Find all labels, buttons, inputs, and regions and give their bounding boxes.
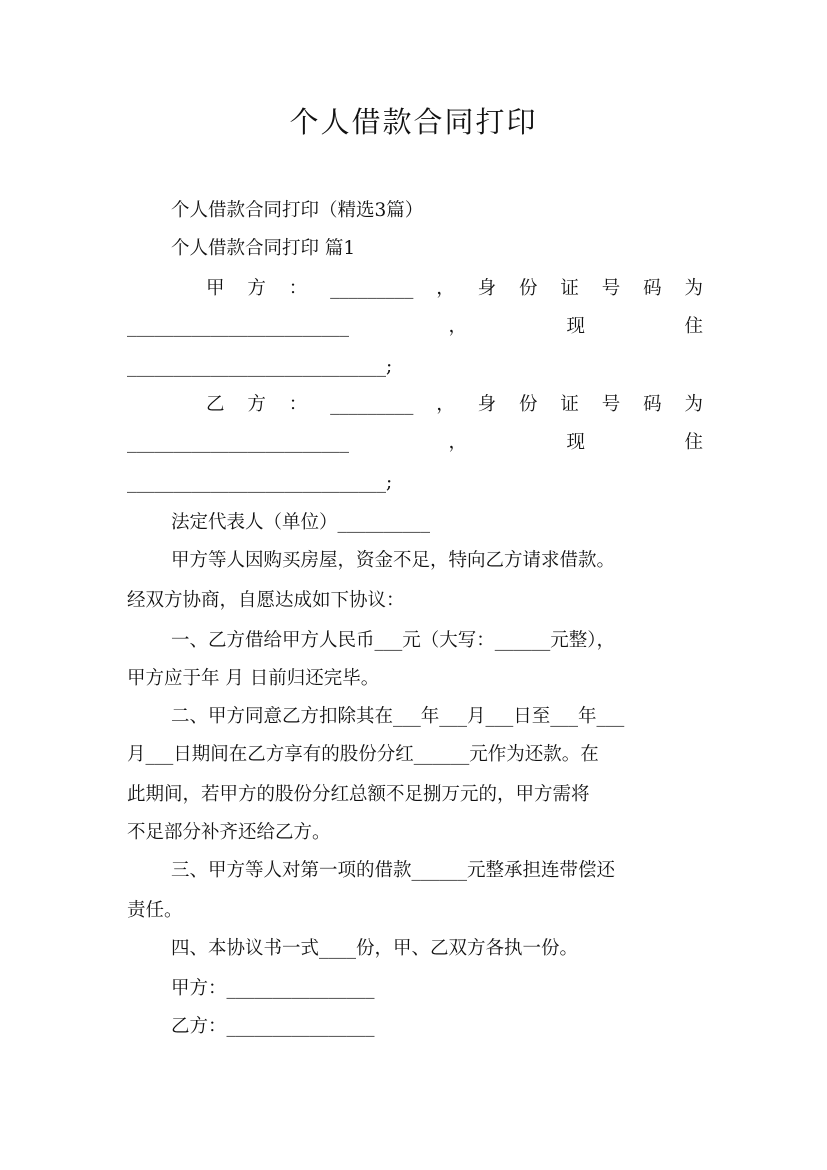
intro-line: 经双方协商，自愿达成如下协议： xyxy=(127,590,405,611)
party-b-char: 码 xyxy=(643,394,662,415)
party-a-char: 号 xyxy=(601,278,621,299)
party-b-char: 现 xyxy=(566,432,585,453)
party-a-blank: _________ xyxy=(330,278,414,299)
clause-2: 此期间，若甲方的股份分红总额不足捌万元的，甲方需将 xyxy=(127,784,590,805)
party-a-line1 xyxy=(206,274,703,304)
party-b-line1 xyxy=(206,390,703,420)
party-a-char: 证 xyxy=(560,278,579,299)
clause-3: 三、甲方等人对第一项的借款______元整承担连带偿还 xyxy=(171,860,616,881)
intro-line: 甲方等人因购买房屋，资金不足，特向乙方请求借款。 xyxy=(171,550,616,571)
clause-1: 甲方应于年 月 日前归还完毕。 xyxy=(127,668,380,689)
party-a-char: 为 xyxy=(684,278,703,299)
party-a-char: 码 xyxy=(643,278,662,299)
party-b-char: 证 xyxy=(560,394,579,415)
party-b-blank: _________ xyxy=(330,394,414,415)
party-a-char: 份 xyxy=(518,278,538,299)
section-heading: 个人借款合同打印 篇1 xyxy=(171,238,356,259)
party-a-char: 住 xyxy=(684,316,703,337)
party-b-char: 住 xyxy=(684,432,703,453)
party-b-char: ： xyxy=(288,394,308,415)
party-a-char: ， xyxy=(436,278,455,299)
signature-party-b: 乙方：________________ xyxy=(171,1016,375,1037)
signature-party-a: 甲方：________________ xyxy=(171,978,375,999)
party-b-comma: ， xyxy=(448,432,467,453)
party-a-char: ： xyxy=(288,278,308,299)
clause-2: 二、甲方同意乙方扣除其在___年___月___日至___年___ xyxy=(171,706,625,727)
party-b-char: 乙 xyxy=(206,394,225,415)
party-b-char: 号 xyxy=(601,394,621,415)
party-a-char: 现 xyxy=(566,316,585,337)
party-a-comma: ， xyxy=(448,316,467,337)
clause-2: 月___日期间在乙方享有的股份分红______元作为还款。在 xyxy=(127,744,599,765)
clause-2: 不足部分补齐还给乙方。 xyxy=(127,822,331,843)
party-a-char: 甲 xyxy=(206,278,225,299)
party-a-char: 身 xyxy=(477,278,497,299)
party-b-char: 份 xyxy=(518,394,538,415)
party-b-char: 为 xyxy=(684,394,703,415)
clause-1: 一、乙方借给甲方人民币___元（大写：______元整）， xyxy=(171,630,616,651)
party-a-char: 方 xyxy=(247,278,266,299)
party-b-char: 方 xyxy=(247,394,266,415)
party-a-line2 xyxy=(127,312,703,342)
party-b-char: 身 xyxy=(477,394,497,415)
party-b-id-blank: ________________________ xyxy=(127,432,349,453)
party-b-char: ， xyxy=(436,394,455,415)
legal-representative: 法定代表人（单位）__________ xyxy=(171,512,431,533)
party-b-address-blank: ____________________________; xyxy=(127,472,393,493)
party-a-id-blank: ________________________ xyxy=(127,316,349,337)
clause-4: 四、本协议书一式____份，甲、乙双方各执一份。 xyxy=(171,938,579,959)
party-b-line2 xyxy=(127,428,703,458)
document-subtitle: 个人借款合同打印（精选3篇） xyxy=(171,200,424,221)
clause-3: 责任。 xyxy=(127,900,183,921)
document-title: 个人借款合同打印 xyxy=(289,105,538,139)
party-a-address-blank: ____________________________; xyxy=(127,356,393,377)
